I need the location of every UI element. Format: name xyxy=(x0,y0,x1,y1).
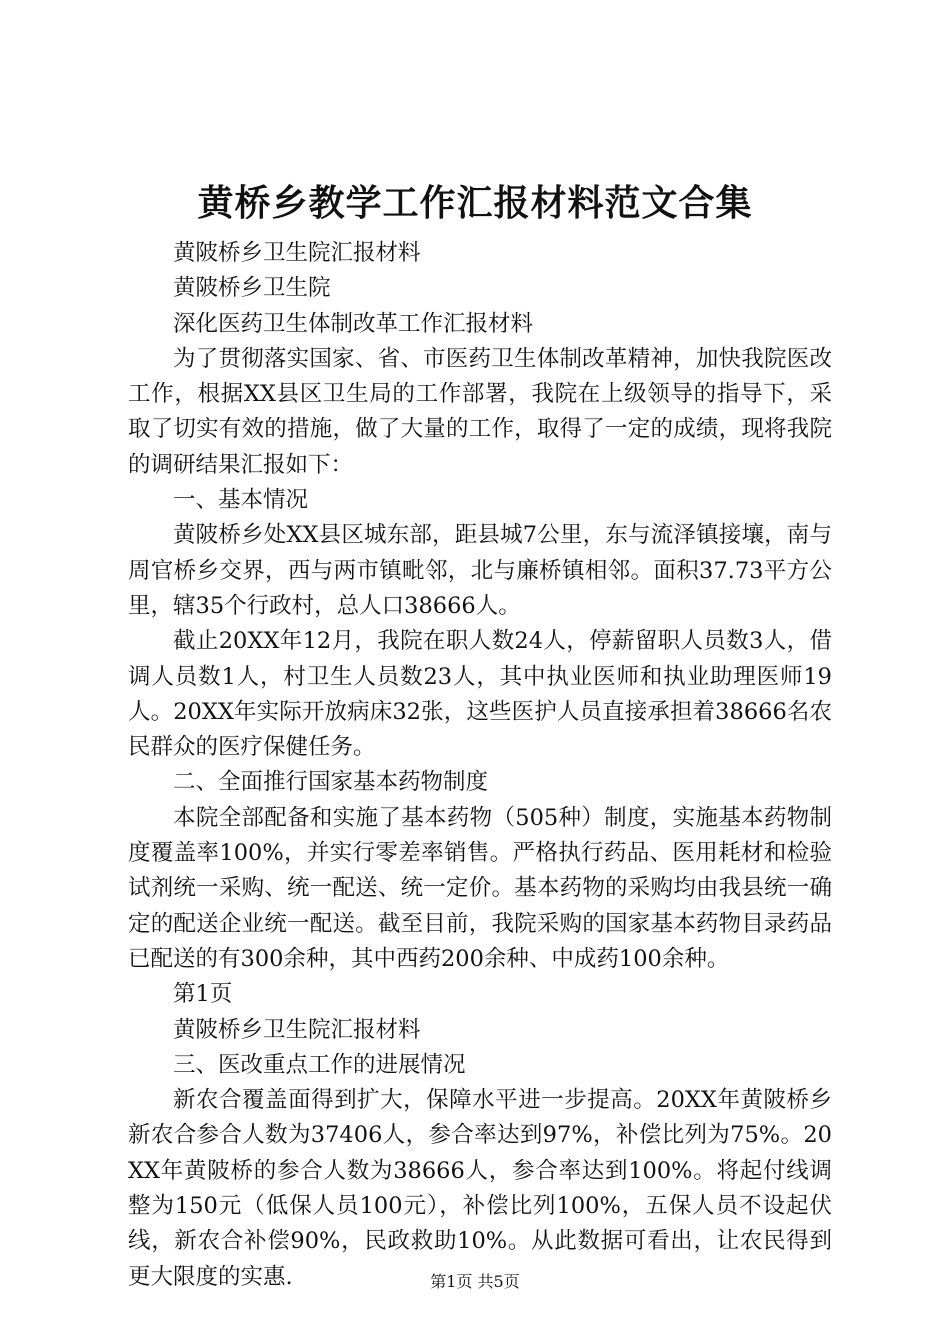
paragraph-intro: 为了贯彻落实国家、省、市医药卫生体制改革精神，加快我院医改工作，根据XX县区卫生局的工作部署，我院在上级领导的指导下，采取了切实有效的措施，做了大量的工作，取得了一定的成绩，现将我院的调研结果汇报如下： xyxy=(128,345,832,478)
document-body xyxy=(128,236,832,1295)
paragraph-heading-1: 黄陂桥乡卫生院汇报材料 xyxy=(173,240,421,266)
document-title: 黄桥乡教学工作汇报材料范文合集 xyxy=(197,183,753,224)
page-footer: 第1页 共5页 xyxy=(430,1272,520,1291)
paragraph-heading-2: 黄陂桥乡卫生院 xyxy=(173,275,331,302)
section-heading-basic-situation: 一、基本情况 xyxy=(173,487,309,514)
section-heading-reform-progress: 三、医改重点工作的进展情况 xyxy=(173,1051,466,1078)
paragraph-heading-3: 深化医药卫生体制改革工作汇报材料 xyxy=(173,310,534,337)
inline-page-marker: 第1页 xyxy=(173,981,233,1008)
paragraph-running-header: 黄陂桥乡卫生院汇报材料 xyxy=(173,1016,421,1043)
paragraph-essential-drugs: 本院全部配备和实施了基本药物（505种）制度，实施基本药物制度覆盖率100%，并实行零差率销售。严格执行药品、医用耗材和检验试剂统一采购、统一配送、统一定价。基本药物的采购均由我县统一确定的配送企业统一配送。截至目前，我院采购的国家基本药物目录药品已配送的有300余种，其中西药200余种、中成药100余种。 xyxy=(128,804,832,972)
paragraph-basic-situation-1: 黄陂桥乡处XX县区城东部，距县城7公里，东与流泽镇接壤，南与周官桥乡交界，西与两市镇毗邻，北与廉桥镇相邻。面积37.73平方公里，辖35个行政村，总人口38666人。 xyxy=(128,522,832,619)
paragraph-basic-situation-2: 截止20XX年12月，我院在职人数24人，停薪留职人员数3人，借调人员数1人，村卫生人员数23人，其中执业医师和执业助理医师19人。20XX年实际开放病床32张，这些医护人员直接承担着38666名农民群众的医疗保健任务。 xyxy=(128,628,832,761)
paragraph-reform-progress: 新农合覆盖面得到扩大，保障水平进一步提高。20XX年黄陂桥乡新农合参合人数为37406人，参合率达到97%，补偿比列为75%。20XX年黄陂桥的参合人数为38666人，参合率达到100%。将起付线调整为150元（低保人员100元），补偿比列100%，五保人员不设起伏线，新农合补偿90%，民政救助10%。从此数据可看出，让农民得到更大限度的实惠. xyxy=(128,1087,832,1290)
section-heading-essential-drugs: 二、全面推行国家基本药物制度 xyxy=(173,769,489,796)
